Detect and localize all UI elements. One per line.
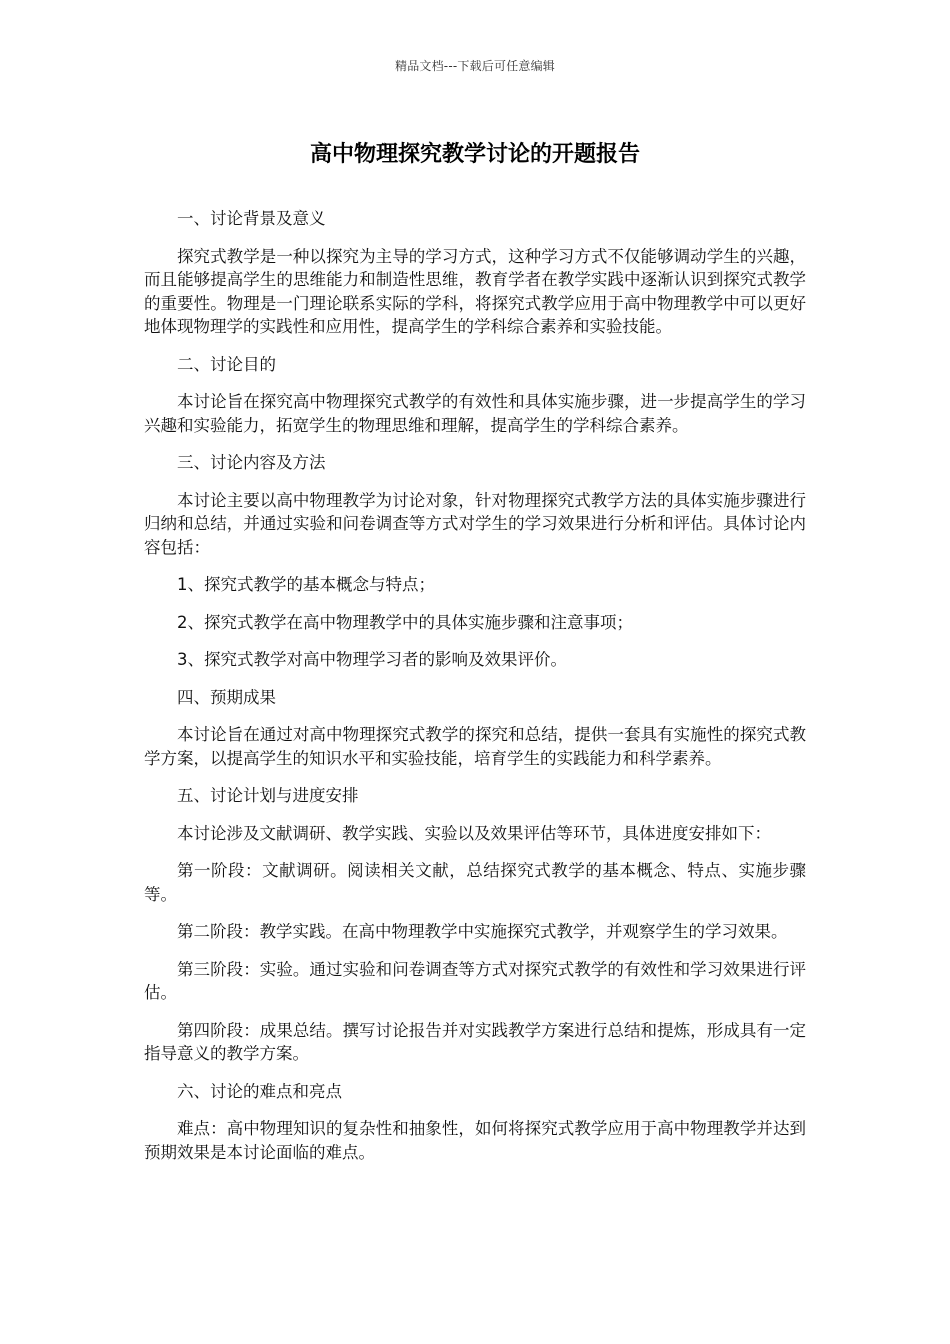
header-note: 精品文档---下载后可任意编辑 — [395, 59, 555, 73]
paragraph-purpose: 本讨论旨在探究高中物理探究式教学的有效性和具体实施步骤，进一步提高学生的学习兴趣和实验能力，拓宽学生的物理思维和理解，提高学生的学科综合素养。 — [144, 392, 806, 435]
section-heading-purpose: 二、讨论目的 — [177, 354, 276, 374]
section-heading-content-method: 三、讨论内容及方法 — [177, 453, 326, 472]
section-heading-background: 一、讨论背景及意义 — [177, 209, 326, 228]
list-item-1: 1、探究式教学的基本概念与特点； — [177, 575, 435, 594]
paragraph-stage-2: 第二阶段：教学实践。在高中物理教学中实施探究式教学，并观察学生的学习效果。 — [177, 922, 788, 941]
paragraph-stage-4: 第四阶段：成果总结。撰写讨论报告并对实践教学方案进行总结和提炼，形成具有一定指导意义的教学方案。 — [144, 1020, 806, 1063]
section-heading-difficulties: 六、讨论的难点和亮点 — [177, 1081, 342, 1101]
section-heading-plan-schedule: 五、讨论计划与进度安排 — [177, 786, 359, 805]
document-body — [144, 207, 806, 1178]
paragraph-expected-results: 本讨论旨在通过对高中物理探究式教学的探究和总结，提供一套具有实施性的探究式教学方案，以提高学生的知识水平和实验技能，培育学生的实践能力和科学素养。 — [144, 725, 806, 768]
paragraph-stage-3: 第三阶段：实验。通过实验和问卷调查等方式对探究式教学的有效性和学习效果进行评估。 — [144, 959, 806, 1002]
paragraph-content-method: 本讨论主要以高中物理教学为讨论对象，针对物理探究式教学方法的具体实施步骤进行归纳和总结，并通过实验和问卷调查等方式对学生的学习效果进行分析和评估。具体讨论内容包括： — [144, 490, 806, 557]
paragraph-difficulties: 难点：高中物理知识的复杂性和抽象性，如何将探究式教学应用于高中物理教学并达到预期效果是本讨论面临的难点。 — [144, 1119, 806, 1162]
section-heading-expected-results: 四、预期成果 — [177, 687, 276, 707]
paragraph-plan-intro: 本讨论涉及文献调研、教学实践、实验以及效果评估等环节，具体进度安排如下： — [177, 823, 771, 843]
paragraph-background: 探究式教学是一种以探究为主导的学习方式，这种学习方式不仅能够调动学生的兴趣，而且能够提高学生的思维能力和制造性思维，教育学者在教学实践中逐渐认识到探究式教学的重要性。物理是一门理论联系实际的学科，将探究式教学应用于高中物理教学中可以更好地体现物理学的实践性和应用性，提高学生的学科综合素养和实验技能。 — [144, 246, 806, 336]
document-title: 高中物理探究教学讨论的开题报告 — [309, 142, 640, 167]
list-item-2: 2、探究式教学在高中物理教学中的具体实施步骤和注意事项； — [177, 612, 633, 632]
list-item-3: 3、探究式教学对高中物理学习者的影响及效果评价。 — [177, 650, 567, 669]
paragraph-stage-1: 第一阶段：文献调研。阅读相关文献，总结探究式教学的基本概念、特点、实施步骤等。 — [144, 861, 806, 904]
